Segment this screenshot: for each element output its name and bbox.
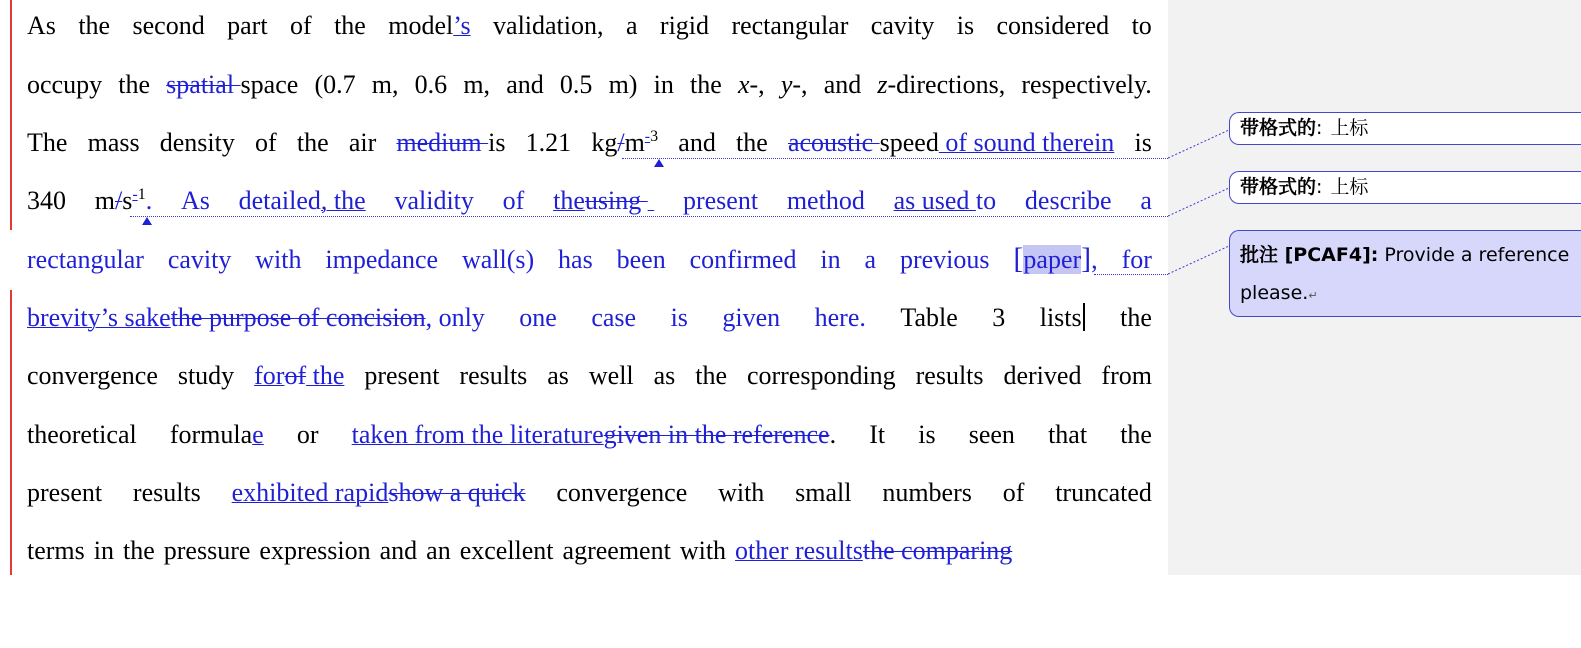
format-balloon[interactable] xyxy=(1229,171,1581,204)
deleted-text[interactable]: using xyxy=(584,186,648,215)
word: the xyxy=(118,70,151,99)
word: method xyxy=(786,186,865,215)
word: from xyxy=(1101,361,1152,390)
inserted-text[interactable]: ’s xyxy=(453,11,471,40)
word: -, xyxy=(792,70,808,99)
word: numbers xyxy=(882,478,972,507)
balloon-label: 带格式的 xyxy=(1240,117,1317,139)
inserted-text[interactable]: brevity’s sake xyxy=(27,303,171,332)
superscript: 3 xyxy=(650,128,659,145)
word: well xyxy=(588,361,634,390)
word: describe xyxy=(1024,186,1112,215)
balloon-separator: : xyxy=(1316,117,1323,139)
connector-line xyxy=(1168,130,1229,158)
inserted-text[interactable]: the xyxy=(306,361,345,390)
inserted-text[interactable]: for xyxy=(254,361,285,390)
word: results xyxy=(915,361,984,390)
word: second xyxy=(132,11,205,40)
word: with xyxy=(679,536,727,565)
word: . xyxy=(145,186,153,215)
word: one xyxy=(519,303,557,332)
word: m) xyxy=(608,70,638,99)
word: previous xyxy=(899,245,990,274)
word: to xyxy=(1131,11,1152,40)
deleted-text[interactable]: of xyxy=(284,361,307,390)
word: in xyxy=(820,245,841,274)
word: present xyxy=(682,186,759,215)
word: for xyxy=(1121,245,1152,274)
word: corresponding xyxy=(746,361,896,390)
word: As xyxy=(180,186,210,215)
comment-text: please. xyxy=(1240,282,1309,304)
word: the xyxy=(690,70,722,99)
connector-line xyxy=(1168,246,1229,274)
word: excellent xyxy=(459,536,554,565)
word: 1.21 xyxy=(525,128,572,157)
deleted-text[interactable]: / xyxy=(617,128,625,157)
word: study xyxy=(177,361,235,390)
word: cavity xyxy=(870,11,935,40)
inserted-text[interactable]: other results xyxy=(735,536,863,565)
comment-anchor-text[interactable]: paper xyxy=(1023,245,1082,274)
word: confirmed xyxy=(689,245,797,274)
inserted-text[interactable]: e xyxy=(252,420,264,449)
word: is xyxy=(488,128,506,157)
italic-variable: z xyxy=(877,70,888,99)
word: s xyxy=(122,186,133,215)
word: the xyxy=(695,361,727,390)
word: mass xyxy=(87,128,140,157)
paragraph-mark-icon: ↵ xyxy=(1308,289,1318,302)
word: the xyxy=(334,11,366,40)
word: with xyxy=(718,478,765,507)
word: as xyxy=(653,361,676,390)
word: kg xyxy=(591,128,618,157)
word: to xyxy=(975,186,997,215)
word: the xyxy=(296,128,329,157)
word: , xyxy=(1091,245,1098,274)
word: The xyxy=(27,128,68,157)
word: been xyxy=(616,245,666,274)
word: pressure xyxy=(163,536,251,565)
word: truncated xyxy=(1055,478,1152,507)
word: results xyxy=(132,478,201,507)
word: derived xyxy=(1003,361,1082,390)
word: 0.5 xyxy=(559,70,593,99)
format-balloon[interactable] xyxy=(1229,112,1581,145)
word: model xyxy=(388,11,454,40)
word: 3 xyxy=(992,303,1006,332)
word: or xyxy=(296,420,319,449)
word: with xyxy=(255,245,302,274)
word: density xyxy=(159,128,235,157)
word: small xyxy=(795,478,852,507)
word: respectively. xyxy=(1021,70,1152,99)
word: the xyxy=(1120,303,1152,332)
word: present xyxy=(364,361,440,390)
word: wall(s) xyxy=(461,245,535,274)
word: validation, xyxy=(493,11,604,40)
word: 340 xyxy=(27,186,66,215)
connector-line xyxy=(1168,188,1229,216)
word: It xyxy=(869,420,886,449)
word: and xyxy=(506,70,544,99)
word: As xyxy=(27,11,56,40)
deleted-text[interactable]: acoustic xyxy=(787,128,880,157)
word: is xyxy=(956,11,975,40)
word: of xyxy=(502,186,525,215)
word: case xyxy=(591,303,637,332)
word: and xyxy=(823,70,862,99)
word: m xyxy=(94,186,115,215)
comment-balloon[interactable] xyxy=(1229,230,1581,317)
word: terms xyxy=(27,536,85,565)
word: that xyxy=(1048,420,1088,449)
inserted-text[interactable]: the xyxy=(553,186,585,215)
word: in xyxy=(93,536,114,565)
comment-label: 批注 [PCAF4]: xyxy=(1240,244,1379,266)
word: is xyxy=(918,420,936,449)
word: impedance xyxy=(325,245,439,274)
word: agreement xyxy=(562,536,671,565)
word: results xyxy=(459,361,528,390)
inserted-text[interactable]: , the xyxy=(320,186,366,215)
word: given xyxy=(722,303,781,332)
inserted-text[interactable]: exhibited rapid xyxy=(231,478,389,507)
inserted-text[interactable]: taken from the literature xyxy=(351,420,604,449)
word-group: [paper], xyxy=(1013,242,1098,275)
inserted-text[interactable]: of sound therein xyxy=(938,128,1115,157)
word: m xyxy=(624,128,645,157)
deleted-text[interactable]: given in the reference xyxy=(603,420,830,449)
deleted-text[interactable]: show a quick xyxy=(388,478,526,507)
word: of xyxy=(289,11,312,40)
word: rigid xyxy=(659,11,710,40)
word: seen xyxy=(968,420,1015,449)
word: has xyxy=(558,245,593,274)
word: a xyxy=(864,245,877,274)
italic-variable: x xyxy=(737,70,750,99)
word: -, xyxy=(749,70,765,99)
word: rectangular xyxy=(731,11,849,40)
word: a xyxy=(1140,186,1152,215)
word: 0.6 xyxy=(414,70,448,99)
word: occupy xyxy=(27,70,103,99)
word: air xyxy=(348,128,377,157)
word: and xyxy=(678,128,716,157)
inserted-text[interactable]: - xyxy=(132,186,138,203)
word: is xyxy=(670,303,688,332)
balloon-value: 上标 xyxy=(1330,176,1369,198)
word: theoretical xyxy=(27,420,137,449)
word: is xyxy=(1134,128,1152,157)
word: . xyxy=(829,420,837,449)
word: the xyxy=(736,128,768,157)
word: a xyxy=(625,11,638,40)
balloon-value: 上标 xyxy=(1330,117,1369,139)
word: in xyxy=(653,70,674,99)
word: speed xyxy=(879,128,939,157)
inserted-text[interactable]: as used xyxy=(893,186,976,215)
word: considered xyxy=(996,11,1110,40)
word: here. xyxy=(814,303,866,332)
word: formula xyxy=(169,420,253,449)
deleted-text[interactable]: spatial xyxy=(166,70,241,99)
deleted-text[interactable]: / xyxy=(115,186,123,215)
word: present xyxy=(27,478,103,507)
word: rectangular xyxy=(27,245,144,274)
comment-text: Provide a reference xyxy=(1384,244,1570,266)
word: as xyxy=(547,361,569,390)
deleted-text[interactable]: medium xyxy=(396,128,489,157)
word: convergence xyxy=(27,361,158,390)
word: the xyxy=(78,11,111,40)
word: expression xyxy=(259,536,371,565)
word: -directions, xyxy=(887,70,1006,99)
word: space xyxy=(240,70,299,99)
word: m, xyxy=(371,70,399,99)
word: an xyxy=(426,536,451,565)
word: detailed xyxy=(238,186,321,215)
word: and xyxy=(379,536,418,565)
word: of xyxy=(1002,478,1025,507)
word: of xyxy=(255,128,277,157)
word: part xyxy=(227,11,268,40)
balloon-label: 带格式的 xyxy=(1240,176,1317,198)
word: convergence xyxy=(556,478,688,507)
word: cavity xyxy=(167,245,232,274)
word: , only xyxy=(425,303,485,332)
word: the xyxy=(1120,420,1152,449)
deleted-text[interactable]: the comparing xyxy=(862,536,1013,565)
deleted-text[interactable]: the purpose of concision xyxy=(170,303,426,332)
word: (0.7 xyxy=(314,70,356,99)
word: validity xyxy=(394,186,474,215)
superscript: 1 xyxy=(137,186,146,203)
word: m, xyxy=(463,70,491,99)
word: lists xyxy=(1039,303,1082,332)
italic-variable: y xyxy=(780,70,793,99)
balloon-separator: : xyxy=(1316,176,1323,198)
word: the xyxy=(123,536,155,565)
inserted-text[interactable]: - xyxy=(644,128,651,145)
word: Table xyxy=(900,303,958,332)
